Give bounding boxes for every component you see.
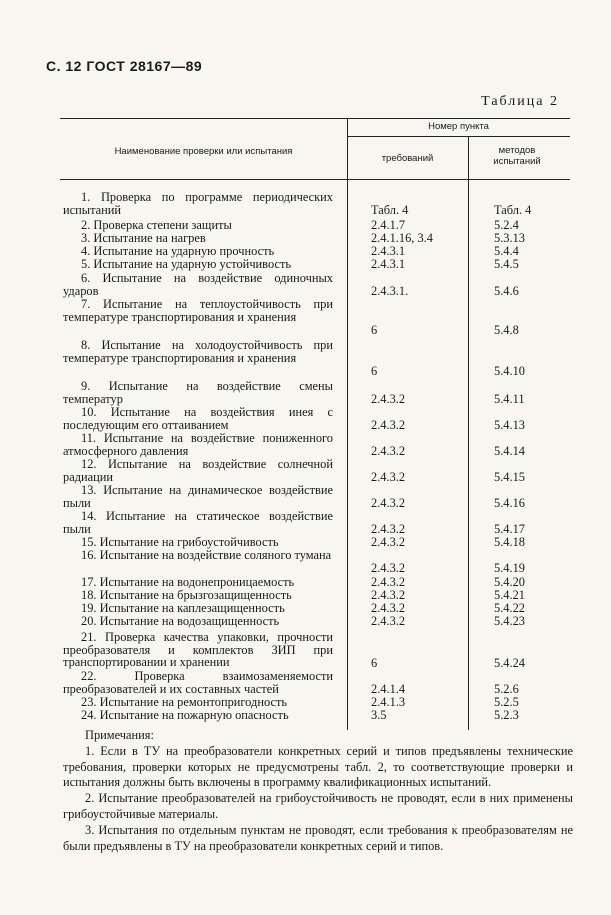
row-req: 2.4.1.4 bbox=[371, 682, 406, 696]
row-name: 5. Испытание на ударную устойчивость bbox=[81, 257, 292, 271]
row-met: 5.2.4 bbox=[494, 218, 519, 232]
row-req: 2.4.3.2 bbox=[371, 601, 406, 615]
row-name: 6. Испытание на воздействие одиночных ударов bbox=[63, 271, 333, 298]
row-met: 5.3.13 bbox=[494, 231, 525, 245]
row-met: 5.4.19 bbox=[494, 561, 525, 575]
page-header: С. 12 ГОСТ 28167—89 bbox=[46, 58, 203, 74]
row-req: 2.4.3.1 bbox=[371, 244, 406, 258]
row-met: 5.4.15 bbox=[494, 470, 525, 484]
group-rule bbox=[347, 136, 570, 137]
row-name: 18. Испытание на брызгозащищенность bbox=[81, 588, 292, 602]
row-req: 6 bbox=[371, 364, 378, 378]
col-header-name: Наименование проверки или испытания bbox=[114, 146, 293, 157]
row-req: 2.4.3.2 bbox=[371, 444, 406, 458]
row-name: 23. Испытание на ремонтопригодность bbox=[81, 695, 288, 709]
row-name: 2. Проверка степени защиты bbox=[81, 218, 232, 232]
row-met: 5.4.5 bbox=[494, 257, 519, 271]
row-name: 4. Испытание на ударную прочность bbox=[81, 244, 275, 258]
row-req: 2.4.3.2 bbox=[371, 470, 406, 484]
notes-block bbox=[63, 728, 573, 854]
row-req: 2.4.3.2 bbox=[371, 535, 406, 549]
row-met: 5.4.13 bbox=[494, 418, 525, 432]
row-met: Табл. 4 bbox=[494, 203, 532, 217]
row-met: 5.4.20 bbox=[494, 575, 525, 589]
row-name: 20. Испытание на водозащищенность bbox=[81, 614, 280, 628]
row-req: 2.4.3.2 bbox=[371, 575, 406, 589]
row-name: 11. Испытание на воздействие пониженного атмосферного давления bbox=[63, 431, 333, 458]
row-name: 22. Проверка взаимозаменяемости преобразователей и их составных частей bbox=[63, 669, 333, 696]
notes-heading: Примечания: bbox=[85, 728, 154, 742]
row-name: 15. Испытание на грибоустойчивость bbox=[81, 535, 279, 549]
row-name: 17. Испытание на водонепроницаемость bbox=[81, 575, 295, 589]
row-met: 5.4.14 bbox=[494, 444, 525, 458]
row-name: 21. Проверка качества упаковки, прочности преобразователя и комплектов ЗИП при транспортировании и хранении bbox=[63, 630, 333, 670]
row-req: 2.4.1.3 bbox=[371, 695, 406, 709]
note-3: 3. Испытания по отдельным пунктам не проводят, если требования к преобразователям не были предъявлены в ТУ на преобразователи конкретных серий и типов. bbox=[63, 822, 573, 853]
row-name: 12. Испытание на воздействие солнечной радиации bbox=[63, 457, 333, 484]
row-req: 2.4.1.7 bbox=[371, 218, 406, 232]
row-met: 5.2.3 bbox=[494, 708, 519, 722]
row-name: 10. Испытание на воздействия инея с последующим его оттаиванием bbox=[63, 405, 333, 432]
row-met: 5.4.6 bbox=[494, 284, 519, 298]
row-name: 7. Испытание на теплоустойчивость при температуре транспортирования и хранения bbox=[63, 297, 333, 324]
row-req: 3.5 bbox=[371, 708, 387, 722]
row-req: 2.4.3.1 bbox=[371, 257, 406, 271]
row-met: 5.4.23 bbox=[494, 614, 525, 628]
row-req: 2.4.3.2 bbox=[371, 614, 406, 628]
row-req: 2.4.3.1. bbox=[371, 284, 409, 298]
row-name: 1. Проверка по программе периодических испытаний bbox=[63, 190, 333, 217]
row-met: 5.4.24 bbox=[494, 656, 525, 670]
row-req: 2.4.3.2 bbox=[371, 522, 406, 536]
row-met: 5.4.4 bbox=[494, 244, 519, 258]
row-met: 5.4.11 bbox=[494, 392, 525, 406]
row-req: 2.4.3.2 bbox=[371, 561, 406, 575]
row-met: 5.4.17 bbox=[494, 522, 525, 536]
row-name: 16. Испытание на воздействие соляного тумана bbox=[81, 548, 332, 562]
row-req: 6 bbox=[371, 656, 378, 670]
col-header-met: методов испытаний bbox=[493, 145, 541, 167]
row-name: 3. Испытание на нагрев bbox=[81, 231, 206, 245]
row-met: 5.4.8 bbox=[494, 323, 519, 337]
row-met: 5.4.16 bbox=[494, 496, 525, 510]
note-1: 1. Если в ТУ на преобразователи конкретных серий и типов предъявлены технические требования, проверки которых не предусмотрены табл. 2, то соответствующие проверки и испытания должны быть включены в программу квалификационных испытаний. bbox=[63, 743, 573, 790]
row-req: 2.4.3.2 bbox=[371, 496, 406, 510]
row-name: 9. Испытание на воздействие смены температур bbox=[63, 379, 333, 406]
row-met: 5.4.18 bbox=[494, 535, 525, 549]
row-met: 5.4.10 bbox=[494, 364, 525, 378]
note-2: 2. Испытание преобразователей на грибоустойчивость не проводят, если в них применены грибоустойчивые материалы. bbox=[63, 791, 573, 821]
header-bottom-rule bbox=[60, 179, 570, 180]
row-req: 6 bbox=[371, 323, 378, 337]
row-req: Табл. 4 bbox=[371, 203, 409, 217]
row-name: 24. Испытание на пожарную опасность bbox=[81, 708, 289, 722]
row-name: 14. Испытание на статическое воздействие пыли bbox=[63, 509, 333, 536]
row-name: 8. Испытание на холодоустойчивость при температуре транспортирования и хранения bbox=[63, 338, 333, 365]
row-name: 19. Испытание на каплезащищенность bbox=[81, 601, 285, 615]
row-req: 2.4.3.2 bbox=[371, 418, 406, 432]
table-title: Таблица 2 bbox=[481, 94, 559, 109]
row-met: 5.2.5 bbox=[494, 695, 519, 709]
column-divider-2 bbox=[468, 136, 469, 730]
row-met: 5.2.6 bbox=[494, 682, 519, 696]
row-met: 5.4.21 bbox=[494, 588, 525, 602]
row-req: 2.4.3.2 bbox=[371, 588, 406, 602]
row-met: 5.4.22 bbox=[494, 601, 525, 615]
row-name: 13. Испытание на динамическое воздействие пыли bbox=[63, 483, 333, 510]
col-header-group: Номер пункта bbox=[428, 121, 489, 132]
col-header-req: требований bbox=[381, 153, 434, 164]
table-top-rule bbox=[60, 118, 570, 119]
row-req: 2.4.1.16, 3.4 bbox=[371, 231, 433, 245]
row-req: 2.4.3.2 bbox=[371, 392, 406, 406]
column-divider-1 bbox=[347, 118, 348, 730]
